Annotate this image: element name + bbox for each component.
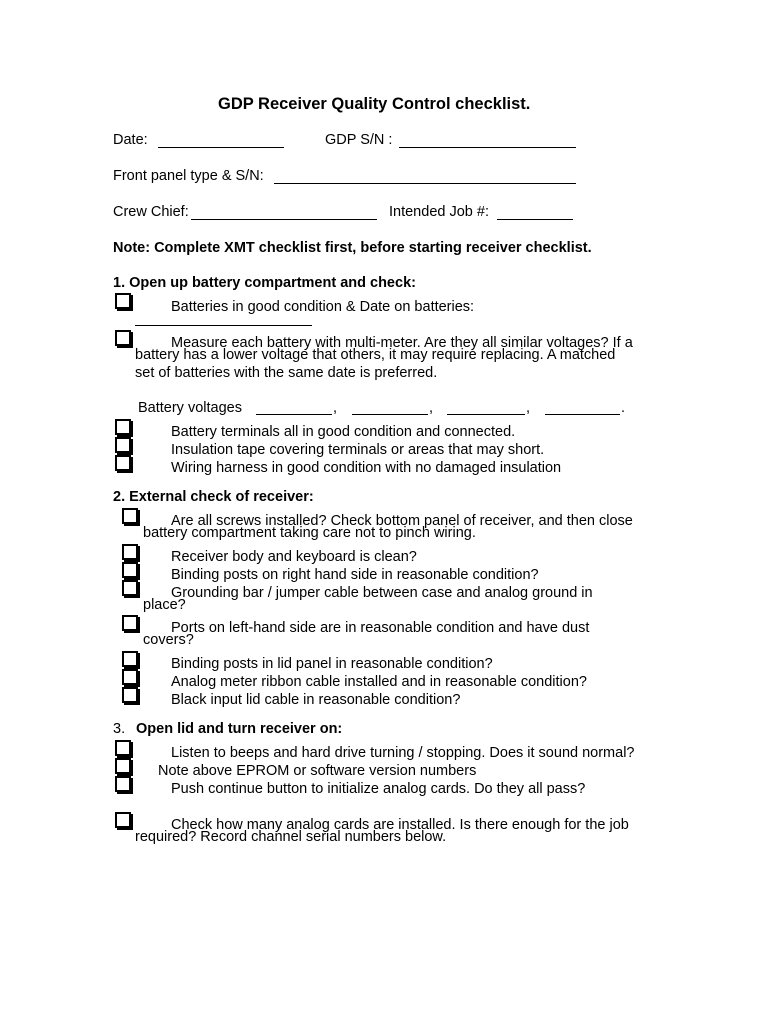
voltage-comma-3: , [526,400,531,416]
s2-item8-text: Black input lid cable in reasonable condition? [171,692,461,708]
note-text: Note: Complete XMT checklist first, before starting receiver checklist. [113,240,592,256]
checkbox-s1-item1[interactable] [115,293,131,309]
checkbox-s2-item7[interactable] [122,669,138,685]
checkbox-s3-item1[interactable] [115,740,131,756]
s3-item4-line1: Check how many analog cards are installed. Is there enough for the job [171,817,629,833]
front-panel-label: Front panel type & S/N: [113,168,264,184]
s2-item1-line1: Are all screws installed? Check bottom panel of receiver, and then close [171,513,633,529]
s1-item2-line2: battery has a lower voltage that others, it may require replacing. A matched [135,347,616,363]
voltage-field-1[interactable] [256,414,332,415]
checkbox-s3-item4[interactable] [115,812,131,828]
s2-item2-text: Receiver body and keyboard is clean? [171,549,417,565]
checkbox-s2-item2[interactable] [122,544,138,560]
intended-job-field-line[interactable] [497,219,573,220]
s3-item4-line2: required? Record channel serial numbers below. [135,829,447,845]
s2-item4-line2: place? [143,597,186,613]
section1-heading: 1. Open up battery compartment and check: [113,275,416,291]
checkbox-s2-item4[interactable] [122,580,138,596]
crew-chief-label: Crew Chief: [113,204,189,220]
intended-job-label: Intended Job #: [389,204,489,220]
s1-item1-text: Batteries in good condition & Date on batteries: [171,299,475,315]
checkbox-s2-item8[interactable] [122,687,138,703]
date-field-line[interactable] [158,147,284,148]
section2-heading: 2. External check of receiver: [113,489,314,505]
checkbox-s3-item2[interactable] [115,758,131,774]
crew-chief-field-line[interactable] [191,219,377,220]
s2-item5-line2: covers? [143,632,194,648]
s1-item2-line3: set of batteries with the same date is preferred. [135,365,438,381]
front-panel-field-line[interactable] [274,183,576,184]
checkbox-s3-item3[interactable] [115,776,131,792]
s2-item3-text: Binding posts on right hand side in reasonable condition? [171,567,539,583]
checkbox-s1-item3[interactable] [115,419,131,435]
date-label: Date: [113,132,148,148]
gdp-sn-field-line[interactable] [399,147,576,148]
voltage-comma-1: , [333,400,338,416]
battery-date-field-line[interactable] [135,325,312,326]
s2-item5-line1: Ports on left-hand side are in reasonable condition and have dust [171,620,590,636]
s1-item2-line1: Measure each battery with multi-meter. Are they all similar voltages? If a [171,335,633,351]
s2-item7-text: Analog meter ribbon cable installed and in reasonable condition? [171,674,587,690]
s1-item5-text: Wiring harness in good condition with no damaged insulation [171,460,562,476]
voltage-field-3[interactable] [447,414,525,415]
gdp-sn-label: GDP S/N : [325,132,393,148]
checkbox-s2-item5[interactable] [122,615,138,631]
s2-item1-line2: battery compartment taking care not to pinch wiring. [143,525,476,541]
s1-item4-text: Insulation tape covering terminals or areas that may short. [171,442,545,458]
checkbox-s2-item3[interactable] [122,562,138,578]
section3-heading-number: 3. [113,721,126,737]
s3-item2-text: Note above EPROM or software version numbers [158,763,477,779]
checkbox-s2-item6[interactable] [122,651,138,667]
section3-heading: Open lid and turn receiver on: [136,721,343,737]
checkbox-s1-item4[interactable] [115,437,131,453]
document-title: GDP Receiver Quality Control checklist. [218,95,531,113]
checkbox-s1-item2[interactable] [115,330,131,346]
voltage-comma-2: , [429,400,434,416]
s3-item3-text: Push continue button to initialize analog cards. Do they all pass? [171,781,586,797]
checkbox-s2-item1[interactable] [122,508,138,524]
s2-item4-line1: Grounding bar / jumper cable between case and analog ground in [171,585,593,601]
battery-voltages-label: Battery voltages [138,400,242,416]
s1-item3-text: Battery terminals all in good condition and connected. [171,424,516,440]
voltage-field-4[interactable] [545,414,620,415]
s3-item1-text: Listen to beeps and hard drive turning / stopping. Does it sound normal? [171,745,635,761]
s2-item6-text: Binding posts in lid panel in reasonable condition? [171,656,493,672]
voltage-field-2[interactable] [352,414,428,415]
checkbox-s1-item5[interactable] [115,455,131,471]
voltage-period: . [621,400,626,416]
